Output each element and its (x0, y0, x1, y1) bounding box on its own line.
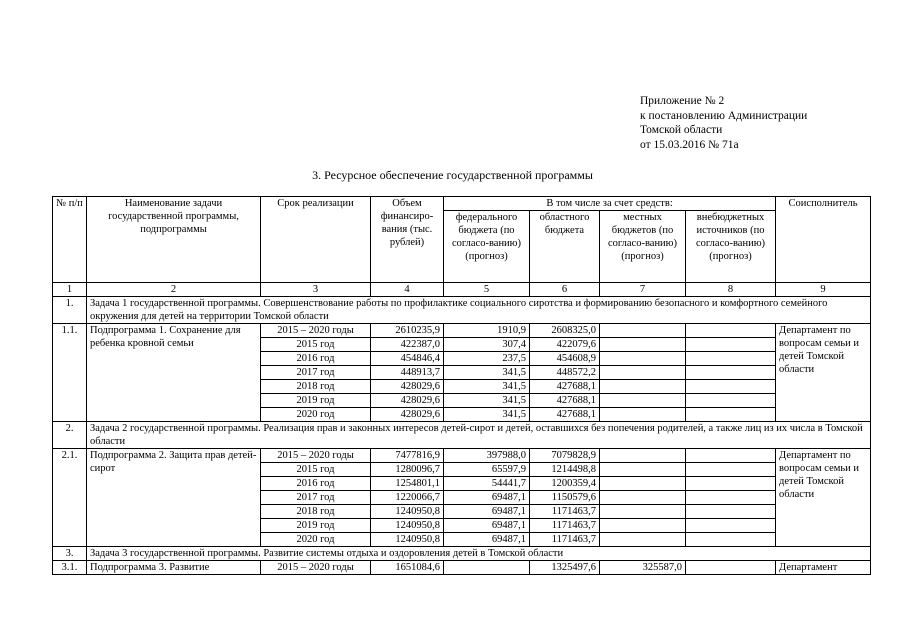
table-row (53, 324, 871, 338)
total-cell: 2610235,9 (371, 324, 444, 338)
local-cell (600, 491, 686, 505)
sub-number: 2.1. (53, 449, 87, 547)
task-text: Задача 2 государственной программы. Реализация прав и законных интересов детей-сирот и детей, оставшихся без попечения родителей, а также лиц из их числа в Томской области (87, 422, 871, 449)
total-cell: 1220066,7 (371, 491, 444, 505)
local-cell (600, 477, 686, 491)
header-federal: федерального бюджета (по согласо-ванию) (прогноз) (444, 211, 530, 283)
local-cell (600, 519, 686, 533)
header-regional: областного бюджета (530, 211, 600, 283)
period-cell: 2017 год (261, 491, 371, 505)
col-number: 4 (371, 283, 444, 297)
federal-cell: 69487,1 (444, 533, 530, 547)
period-cell: 2018 год (261, 380, 371, 394)
regional-cell: 1200359,4 (530, 477, 600, 491)
total-cell: 1651084,6 (371, 561, 444, 575)
table-row (53, 561, 871, 575)
local-cell (600, 394, 686, 408)
local-cell (600, 533, 686, 547)
total-cell: 1240950,8 (371, 505, 444, 519)
period-cell: 2015 – 2020 годы (261, 324, 371, 338)
task-number: 2. (53, 422, 87, 449)
period-cell: 2015 – 2020 годы (261, 561, 371, 575)
extra-cell (686, 352, 776, 366)
local-cell (600, 366, 686, 380)
total-cell: 7477816,9 (371, 449, 444, 463)
period-cell: 2019 год (261, 519, 371, 533)
task-text: Задача 1 государственной программы. Совершенствование работы по профилактике социального сиротства и формированию безопасного и комфортного семейного окружения для детей на территории Томской области (87, 297, 871, 324)
extra-cell (686, 463, 776, 477)
extra-cell (686, 380, 776, 394)
federal-cell: 1910,9 (444, 324, 530, 338)
total-cell: 1240950,8 (371, 533, 444, 547)
appendix-block (640, 94, 807, 152)
total-cell: 428029,6 (371, 408, 444, 422)
regional-cell: 1325497,6 (530, 561, 600, 575)
regional-cell: 427688,1 (530, 408, 600, 422)
extra-cell (686, 408, 776, 422)
federal-cell: 341,5 (444, 394, 530, 408)
federal-cell (444, 561, 530, 575)
task-number: 1. (53, 297, 87, 324)
task-row (53, 297, 871, 324)
resource-table (52, 196, 871, 575)
col-number: 2 (87, 283, 261, 297)
header-extra: внебюджетных источников (по согласо-ванию) (прогноз) (686, 211, 776, 283)
federal-cell: 237,5 (444, 352, 530, 366)
regional-cell: 1171463,7 (530, 519, 600, 533)
task-number: 3. (53, 547, 87, 561)
header-local: местных бюджетов (по согласо-ванию) (прогноз) (600, 211, 686, 283)
total-cell: 1254801,1 (371, 477, 444, 491)
header-row-top (53, 197, 871, 211)
sub-name: Подпрограмма 1. Сохранение для ребенка кровной семьи (87, 324, 261, 422)
extra-cell (686, 324, 776, 338)
period-cell: 2020 год (261, 408, 371, 422)
local-cell: 325587,0 (600, 561, 686, 575)
local-cell (600, 338, 686, 352)
regional-cell: 454608,9 (530, 352, 600, 366)
col-number: 1 (53, 283, 87, 297)
header-total: Объем финансиро-вания (тыс. рублей) (371, 197, 444, 283)
regional-cell: 1171463,7 (530, 505, 600, 519)
header-period: Срок реализации (261, 197, 371, 283)
federal-cell: 307,4 (444, 338, 530, 352)
task-text: Задача 3 государственной программы. Развитие системы отдыха и оздоровления детей в Томской области (87, 547, 871, 561)
extra-cell (686, 505, 776, 519)
period-cell: 2017 год (261, 366, 371, 380)
federal-cell: 341,5 (444, 380, 530, 394)
col-number: 6 (530, 283, 600, 297)
federal-cell: 54441,7 (444, 477, 530, 491)
period-cell: 2016 год (261, 477, 371, 491)
period-cell: 2020 год (261, 533, 371, 547)
extra-cell (686, 394, 776, 408)
executor-cell: Департамент по вопросам семьи и детей Томской области (776, 324, 871, 422)
appendix-line: Томской области (640, 124, 723, 136)
local-cell (600, 449, 686, 463)
col-number: 5 (444, 283, 530, 297)
regional-cell: 427688,1 (530, 380, 600, 394)
local-cell (600, 352, 686, 366)
federal-cell: 65597,9 (444, 463, 530, 477)
extra-cell (686, 519, 776, 533)
federal-cell: 397988,0 (444, 449, 530, 463)
section-title: 3. Ресурсное обеспечение государственной программы (312, 168, 593, 182)
regional-cell: 1214498,8 (530, 463, 600, 477)
regional-cell: 2608325,0 (530, 324, 600, 338)
extra-cell (686, 477, 776, 491)
sub-name: Подпрограмма 3. Развитие (87, 561, 261, 575)
table-row (53, 449, 871, 463)
column-numbers-row (53, 283, 871, 297)
total-cell: 1280096,7 (371, 463, 444, 477)
regional-cell: 1150579,6 (530, 491, 600, 505)
total-cell: 454846,4 (371, 352, 444, 366)
total-cell: 428029,6 (371, 380, 444, 394)
extra-cell (686, 533, 776, 547)
period-cell: 2015 – 2020 годы (261, 449, 371, 463)
regional-cell: 1171463,7 (530, 533, 600, 547)
federal-cell: 69487,1 (444, 505, 530, 519)
header-executor: Соисполнитель (776, 197, 871, 283)
header-group: В том числе за счет средств: (444, 197, 776, 211)
local-cell (600, 463, 686, 477)
extra-cell (686, 561, 776, 575)
extra-cell (686, 449, 776, 463)
col-number: 7 (600, 283, 686, 297)
total-cell: 422387,0 (371, 338, 444, 352)
local-cell (600, 324, 686, 338)
col-number: 9 (776, 283, 871, 297)
extra-cell (686, 491, 776, 505)
appendix-line: Приложение № 2 (640, 95, 725, 107)
federal-cell: 341,5 (444, 366, 530, 380)
total-cell: 428029,6 (371, 394, 444, 408)
regional-cell: 427688,1 (530, 394, 600, 408)
header-name: Наименование задачи государственной программы, подпрограммы (87, 197, 261, 283)
period-cell: 2016 год (261, 352, 371, 366)
task-row (53, 547, 871, 561)
federal-cell: 69487,1 (444, 519, 530, 533)
period-cell: 2015 год (261, 463, 371, 477)
executor-cell: Департамент (776, 561, 871, 575)
task-row (53, 422, 871, 449)
sub-number: 1.1. (53, 324, 87, 422)
local-cell (600, 505, 686, 519)
federal-cell: 341,5 (444, 408, 530, 422)
executor-cell: Департамент по вопросам семьи и детей Томской области (776, 449, 871, 547)
col-number: 3 (261, 283, 371, 297)
local-cell (600, 380, 686, 394)
period-cell: 2019 год (261, 394, 371, 408)
sub-name: Подпрограмма 2. Защита прав детей-сирот (87, 449, 261, 547)
period-cell: 2018 год (261, 505, 371, 519)
col-number: 8 (686, 283, 776, 297)
local-cell (600, 408, 686, 422)
regional-cell: 422079,6 (530, 338, 600, 352)
period-cell: 2015 год (261, 338, 371, 352)
sub-number: 3.1. (53, 561, 87, 575)
federal-cell: 69487,1 (444, 491, 530, 505)
regional-cell: 448572,2 (530, 366, 600, 380)
appendix-line: к постановлению Администрации (640, 109, 808, 122)
extra-cell (686, 366, 776, 380)
extra-cell (686, 338, 776, 352)
header-num: № п/п (53, 197, 87, 283)
total-cell: 448913,7 (371, 366, 444, 380)
appendix-line: от 15.03.2016 № 71а (640, 138, 739, 151)
total-cell: 1240950,8 (371, 519, 444, 533)
regional-cell: 7079828,9 (530, 449, 600, 463)
